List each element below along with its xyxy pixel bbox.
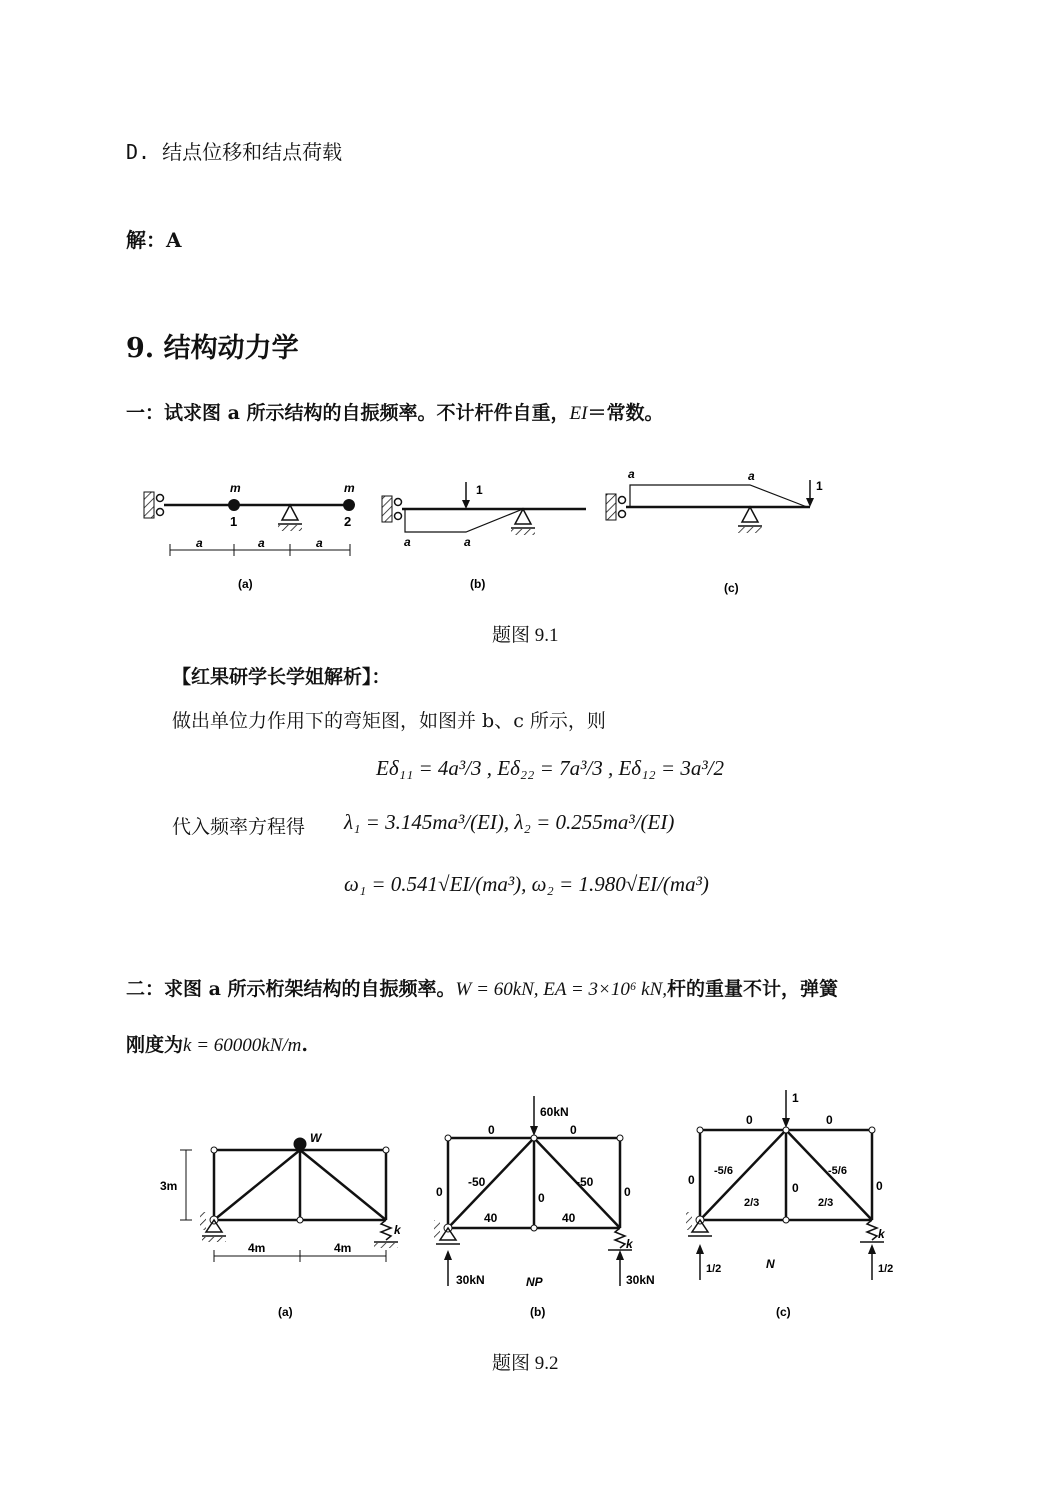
fig92-b-bot2: 40 bbox=[562, 1211, 576, 1225]
fig91-c-label: (c) bbox=[724, 581, 739, 595]
fig92-a-w1: 4m bbox=[248, 1241, 266, 1255]
node-2-label: 2 bbox=[344, 514, 352, 529]
dim-a-3: a bbox=[316, 536, 323, 550]
fig92-c-top-r: 0 bbox=[826, 1113, 833, 1127]
fig92-a-label: (a) bbox=[278, 1305, 293, 1319]
q2-stiffness: k = 60000kN/m bbox=[183, 1035, 302, 1056]
section-title: 9. 结构动力学 bbox=[126, 333, 299, 364]
q2-line2-prefix: 刚度为 bbox=[126, 1034, 184, 1056]
fig91-b-label: (b) bbox=[470, 577, 486, 591]
fig92-a-h: 3m bbox=[160, 1179, 178, 1193]
fig92-c-bot2: 2/3 bbox=[818, 1197, 834, 1209]
dim-a-2: a bbox=[258, 536, 265, 550]
fig91-b bbox=[382, 482, 586, 591]
fig91-c-unit: 1 bbox=[816, 479, 823, 493]
fig92-c-bot1: 2/3 bbox=[744, 1197, 760, 1209]
fig92-b-r2: 30kN bbox=[626, 1273, 655, 1287]
node-1-label: 1 bbox=[230, 514, 238, 529]
fig92-c-label: (c) bbox=[776, 1305, 791, 1319]
fig92-b-k: k bbox=[626, 1237, 633, 1251]
fig92-c-right: 0 bbox=[876, 1179, 883, 1193]
figure-9-1 bbox=[130, 462, 850, 602]
fig92-c-half-r: 1/2 bbox=[878, 1263, 894, 1275]
analysis-title: 【红果研学长学姐解析】： bbox=[172, 666, 391, 688]
equation-1: Eδ₁₁ = 4a³/3 , Eδ₂₂ = 7a³/3 , Eδ₁₂ = 3a³/2 bbox=[376, 756, 724, 780]
fig92-b-load: 60kN bbox=[540, 1105, 569, 1119]
fig91-a-label: (a) bbox=[238, 577, 253, 591]
fig92-c-half-l: 1/2 bbox=[706, 1263, 722, 1275]
mass-label-1: m bbox=[230, 481, 241, 495]
q1-suffix: ＝常数。 bbox=[587, 402, 664, 424]
option-d: D. 结点位移和结点荷载 bbox=[126, 140, 343, 164]
fig92-c-nbar: N bbox=[766, 1257, 775, 1271]
fig91-c bbox=[606, 467, 823, 595]
fig92-b-top-l: 0 bbox=[488, 1123, 495, 1137]
equation-2-label: 代入频率方程得 bbox=[172, 816, 306, 838]
fig92-c-d1: -5/6 bbox=[714, 1165, 733, 1177]
fig92-b-np: NP bbox=[526, 1275, 543, 1289]
analysis-text: 做出单位力作用下的弯矩图，如图并 b、c 所示，则 bbox=[172, 710, 606, 732]
fig91-b-a2: a bbox=[464, 535, 471, 549]
q2-line2-suffix: . bbox=[301, 1034, 309, 1056]
question-2 bbox=[126, 974, 838, 1001]
q1-prefix: 一：试求图 a 所示结构的自振频率。不计杆件自重， bbox=[126, 402, 570, 424]
fig92-b-bot1: 40 bbox=[484, 1211, 498, 1225]
fig92-b-r1: 30kN bbox=[456, 1273, 485, 1287]
q1-ei: EI bbox=[569, 403, 588, 424]
figure-9-1-caption: 题图 9.1 bbox=[492, 625, 559, 646]
fig92-c-top-l: 0 bbox=[746, 1113, 753, 1127]
figure-9-2 bbox=[150, 1088, 910, 1328]
fig92-c-mid: 0 bbox=[792, 1181, 799, 1195]
fig92-b-mid: 0 bbox=[538, 1191, 545, 1205]
fig92-c-k: k bbox=[878, 1227, 885, 1241]
fig91-c-a2: a bbox=[748, 469, 755, 483]
fig92-c-d2: -5/6 bbox=[828, 1165, 847, 1177]
fig92-b-top-r: 0 bbox=[570, 1123, 577, 1137]
fig92-b-right: 0 bbox=[624, 1185, 631, 1199]
dim-a-1: a bbox=[196, 536, 203, 550]
mass-label-2: m bbox=[344, 481, 355, 495]
q2-given: W = 60kN, EA = 3×10⁶ kN, bbox=[455, 979, 668, 1000]
fig91-b-unit: 1 bbox=[476, 483, 483, 497]
figure-9-2-caption: 题图 9.2 bbox=[492, 1353, 559, 1374]
fig92-c-one: 1 bbox=[792, 1091, 799, 1105]
equation-2: λ₁ = 3.145ma³/(EI), λ₂ = 0.255ma³/(EI) bbox=[344, 810, 675, 834]
question-2-line-2 bbox=[126, 1030, 308, 1057]
fig92-b-d2: -50 bbox=[576, 1175, 594, 1189]
fig91-b-a1: a bbox=[404, 535, 411, 549]
fig92-a-k: k bbox=[394, 1223, 401, 1237]
fig92-c-left: 0 bbox=[688, 1173, 695, 1187]
fig92-b bbox=[434, 1096, 632, 1286]
fig92-a-w2: 4m bbox=[334, 1241, 352, 1255]
fig92-b-label: (b) bbox=[530, 1305, 546, 1319]
fig92-b-d1: -50 bbox=[468, 1175, 486, 1189]
q2-suffix: 杆的重量不计，弹簧 bbox=[667, 978, 839, 1000]
fig92-a-w: W bbox=[310, 1131, 322, 1145]
answer: 解：A bbox=[126, 228, 182, 252]
fig91-c-a1: a bbox=[628, 467, 635, 481]
fig92-a bbox=[180, 1138, 398, 1262]
equation-3: ω₁ = 0.541√EI/(ma³), ω₂ = 1.980√EI/(ma³) bbox=[344, 872, 709, 896]
q2-prefix: 二：求图 a 所示桁架结构的自振频率。 bbox=[126, 978, 456, 1000]
question-1 bbox=[126, 398, 664, 425]
fig91-a bbox=[144, 481, 355, 591]
fig92-b-left: 0 bbox=[436, 1185, 443, 1199]
